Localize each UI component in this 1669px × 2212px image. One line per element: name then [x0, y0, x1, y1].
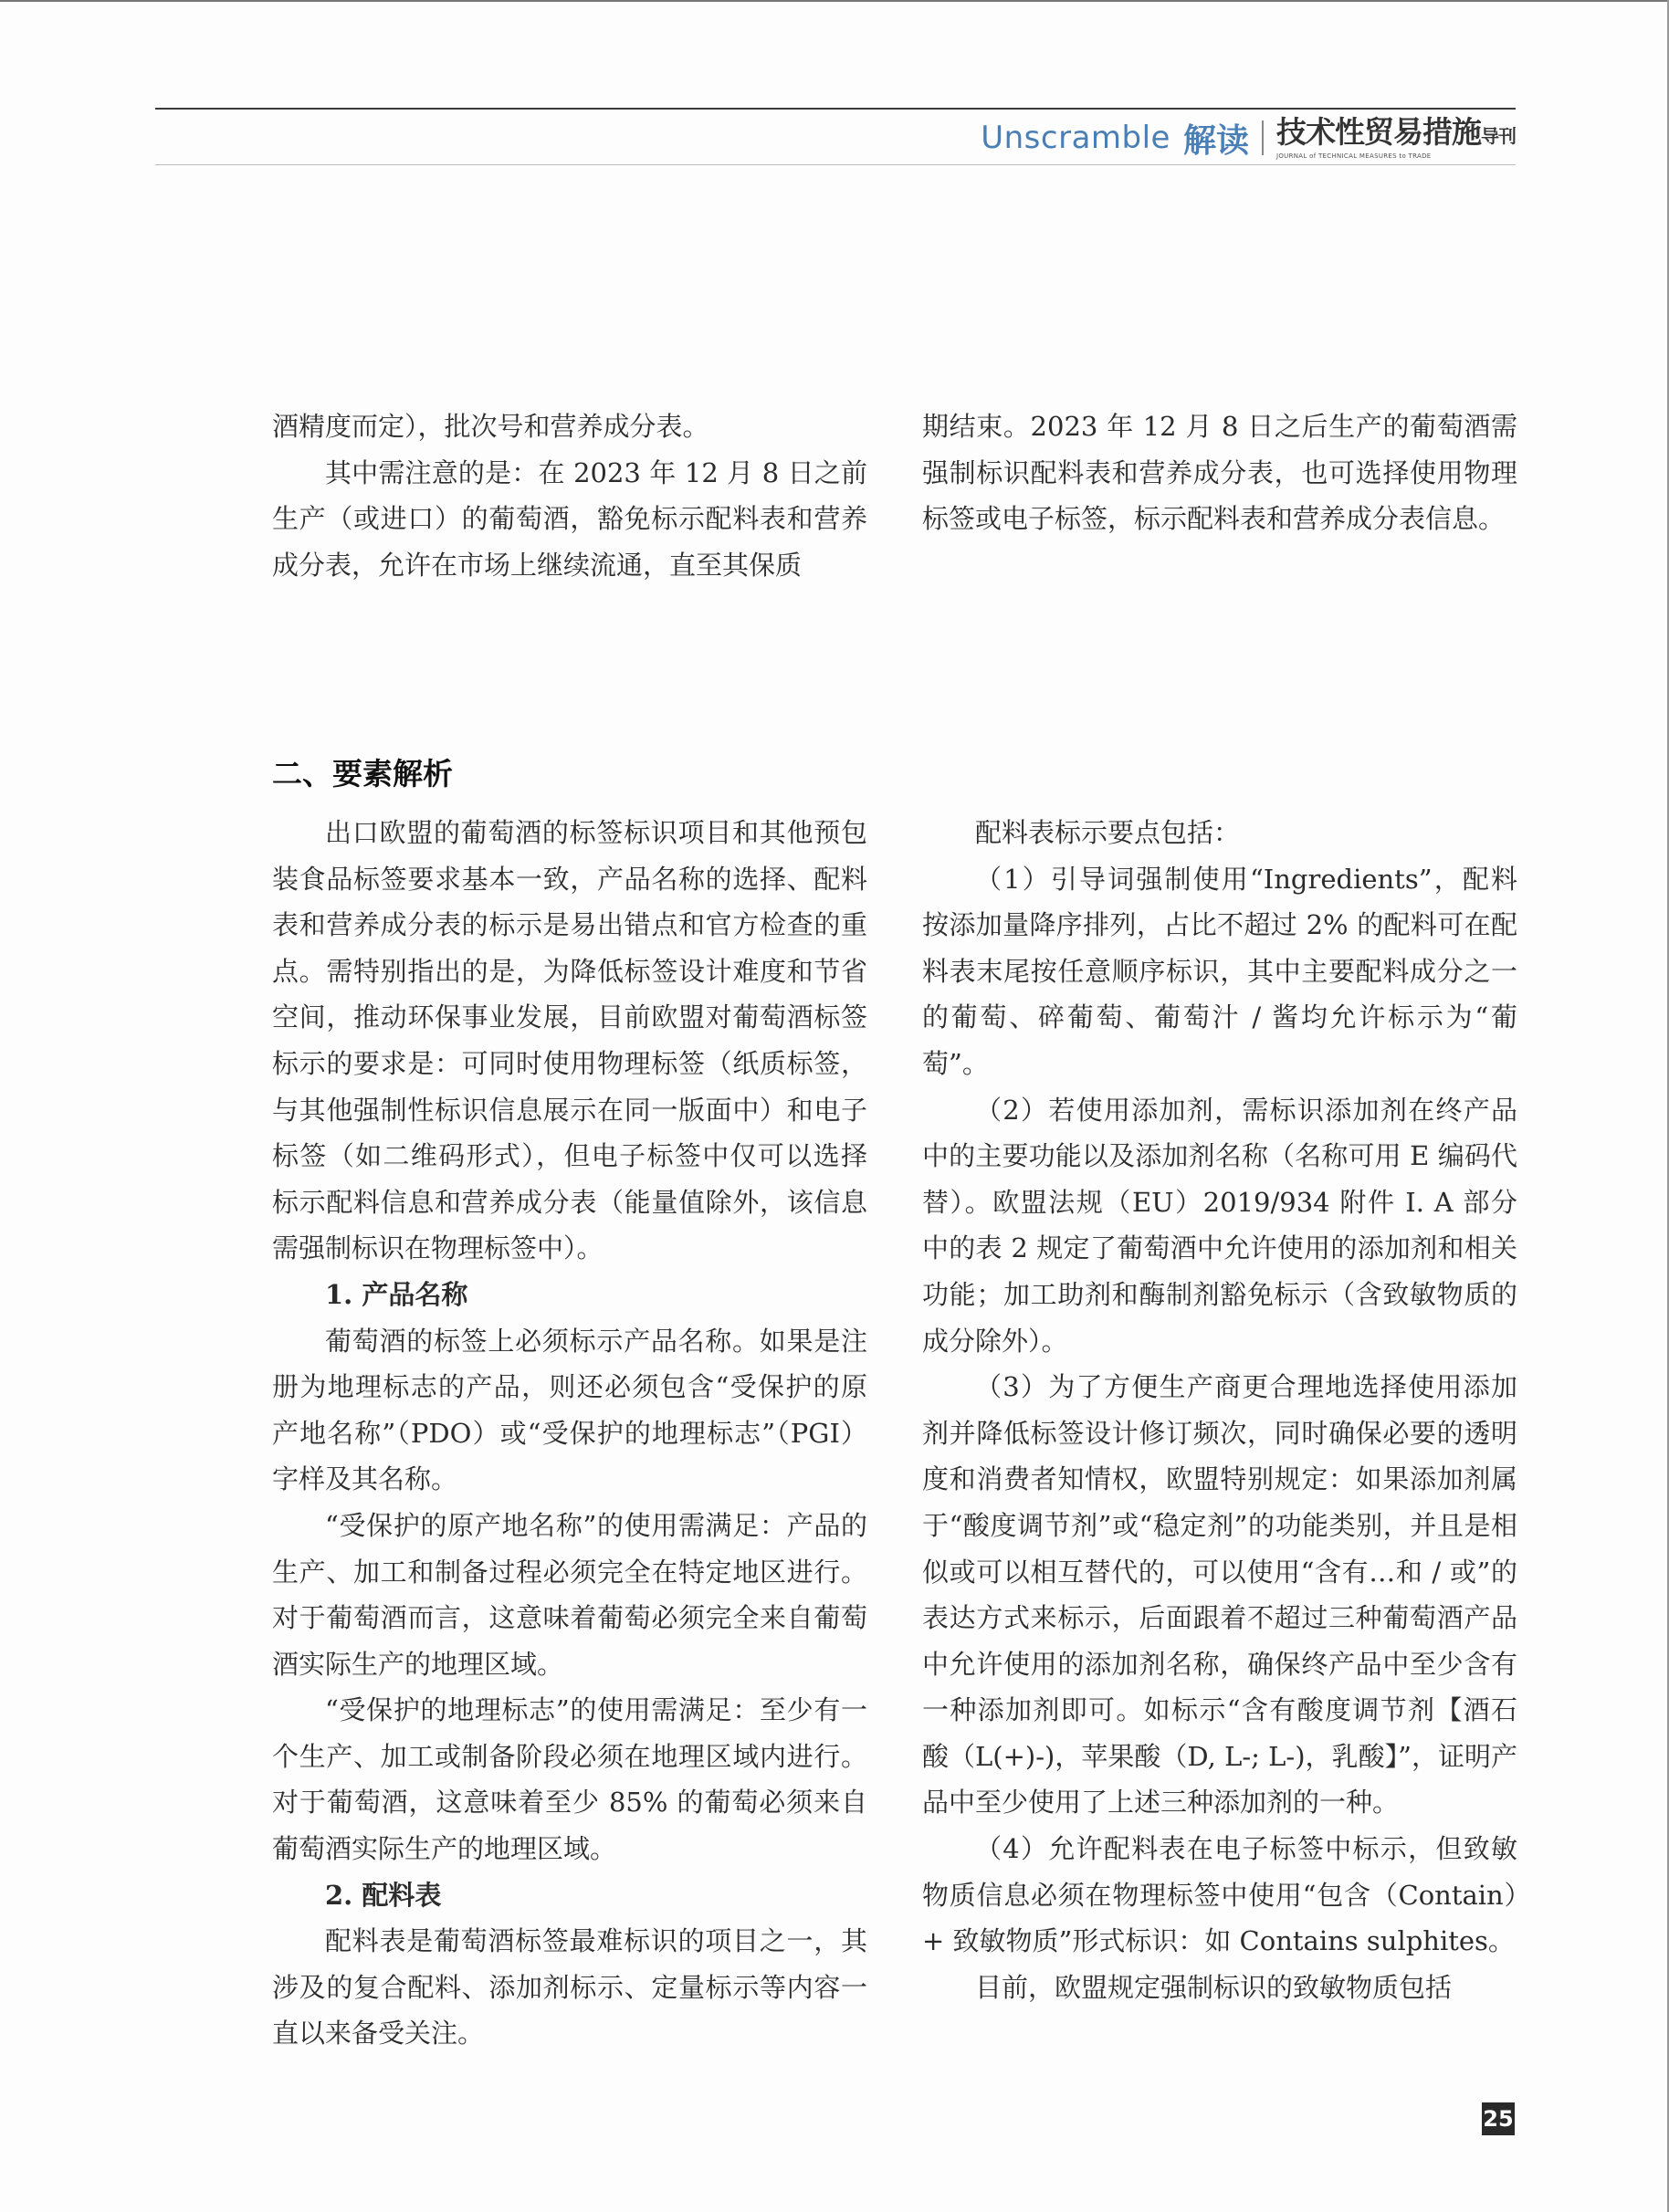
paragraph: 其中需注意的是：在 2023 年 12 月 8 日之前生产（或进口）的葡萄酒，豁免标示配料表和营养成分表，允许在市场上继续流通，直至其保质 — [272, 456, 867, 581]
paragraph: 配料表是葡萄酒标签最难标识的项目之一，其涉及的复合配料、添加剂标示、定量标示等内容一直以来备受关注。 — [272, 1925, 867, 2050]
section-label-cn: 解读 — [1182, 121, 1249, 160]
journal-title-suffix: 导刊 — [1481, 125, 1516, 147]
section-label-en: Unscramble — [981, 120, 1170, 156]
paragraph: （2）若使用添加剂，需标识添加剂在终产品中的主要功能以及添加剂名称（名称可用 E 编码代替）。欧盟法规（EU）2019/934 附件 I. A 部分中的表 2 规定了葡萄酒中允许使用的添加剂和相关功能；加工助剂和酶制剂豁免标示（含致敏物质的成分除外）。 — [922, 1094, 1517, 1357]
journal-title-en: JOURNAL of TECHNICAL MEASURES to TRADE — [1276, 152, 1432, 160]
paragraph: 配料表标示要点包括： — [975, 817, 1241, 848]
paragraph: （3）为了方便生产商更合理地选择使用添加剂并降低标签设计修订频次，同时确保必要的透明度和消费者知情权，欧盟特别规定：如果添加剂属于“酸度调节剂”或“稳定剂”的功能类别，并且是相似或可以相互替代的，可以使用“含有…和 / 或”的表达方式来标示，后面跟着不超过三种葡萄酒产品中允许使用的添加剂名称，确保终产品中至少含有一种添加剂即可。如标示“含有酸度调节剂【酒石酸（L(+)-)，苹果酸（D, L-; L-)，乳酸】”，证明产品中至少使用了上述三种添加剂的一种。 — [922, 1371, 1517, 1819]
header-rule — [155, 108, 1516, 110]
main-left-column — [272, 810, 867, 2057]
running-header — [981, 114, 1516, 160]
header-separator — [1262, 121, 1264, 155]
subheading-ingredients: 2. 配料表 — [325, 1879, 442, 1911]
journal-title: 技术性贸易措施 — [1276, 114, 1481, 150]
paragraph: 目前，欧盟规定强制标识的致敏物质包括 — [975, 1971, 1453, 2003]
paragraph: 期结束。2023 年 12 月 8 日之后生产的葡萄酒需强制标识配料表和营养成分表，也可选择使用物理标签或电子标签，标示配料表和营养成分表信息。 — [922, 411, 1517, 535]
paragraph: “受保护的原产地名称”的使用需满足：产品的生产、加工和制备过程必须完全在特定地区进行。对于葡萄酒而言，这意味着葡萄必须完全来自葡萄酒实际生产的地理区域。 — [272, 1509, 867, 1680]
section-heading: 二、要素解析 — [272, 756, 453, 791]
main-right-column — [922, 810, 1517, 2010]
paragraph: 葡萄酒的标签上必须标示产品名称。如果是注册为地理标志的产品，则还必须包含“受保护的原产地名称”（PDO）或“受保护的地理标志”（PGI）字样及其名称。 — [272, 1325, 867, 1495]
top-right-column — [922, 404, 1517, 542]
page-border-top — [0, 0, 1669, 2]
paragraph: 酒精度而定），批次号和营养成分表。 — [272, 411, 709, 442]
header-rule-lower — [155, 164, 1516, 165]
paragraph: （4）允许配料表在电子标签中标示，但致敏物质信息必须在物理标签中使用“包含（Contain）+ 致敏物质”形式标识：如 Contains sulphites。 — [922, 1833, 1517, 1957]
top-left-column — [272, 404, 867, 588]
paragraph: “受保护的地理标志”的使用需满足：至少有一个生产、加工或制备阶段必须在地理区域内进行。对于葡萄酒，这意味着至少 85% 的葡萄必须来自葡萄酒实际生产的地理区域。 — [272, 1694, 867, 1865]
subheading-product-name: 1. 产品名称 — [325, 1278, 468, 1310]
journal-logo — [1276, 116, 1516, 160]
paragraph: 出口欧盟的葡萄酒的标签标识项目和其他预包装食品标签要求基本一致，产品名称的选择、配料表和营养成分表的标示是易出错点和官方检查的重点。需特别指出的是，为降低标签设计难度和节省空间，推动环保事业发展，目前欧盟对葡萄酒标签标示的要求是：可同时使用物理标签（纸质标签，与其他强制性标识信息展示在同一版面中）和电子标签（如二维码形式），但电子标签中仅可以选择标示配料信息和营养成分表（能量值除外，该信息需强制标识在物理标签中）。 — [272, 817, 867, 1264]
paragraph: （1）引导词强制使用“Ingredients”，配料按添加量降序排列，占比不超过 2% 的配料可在配料表末尾按任意顺序标识，其中主要配料成分之一的葡萄、碎葡萄、葡萄汁 / 酱均允许标示为“葡萄”。 — [922, 863, 1517, 1079]
page-number: 25 — [1482, 2102, 1515, 2135]
